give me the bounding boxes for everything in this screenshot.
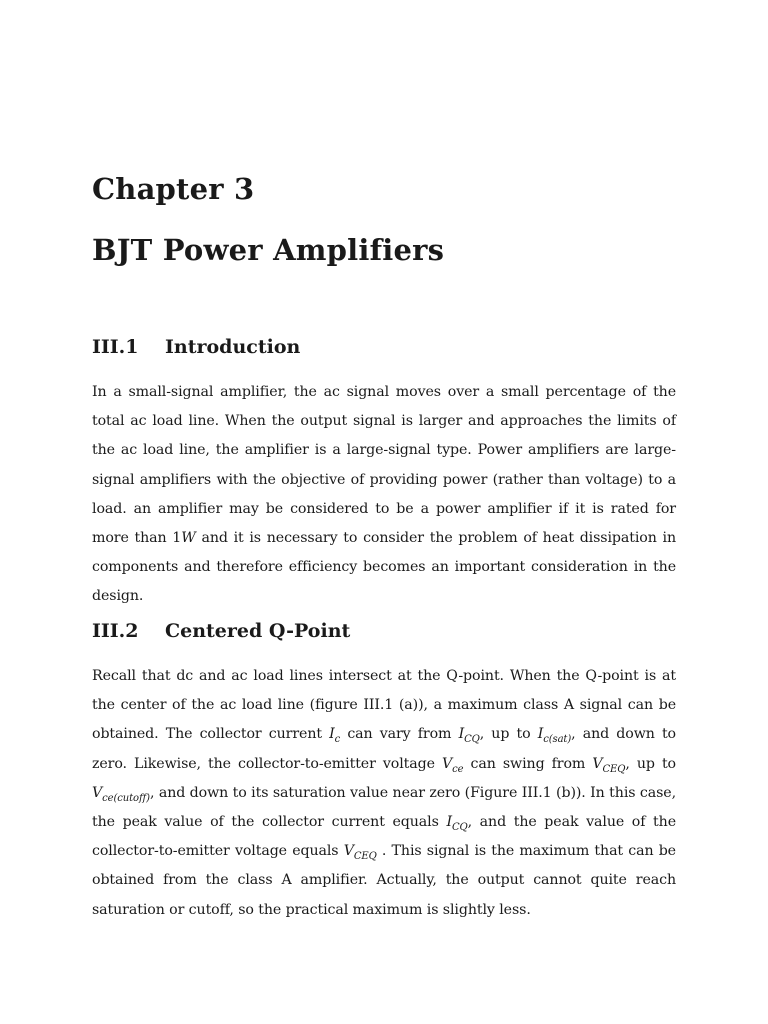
- math-subscript: ce: [452, 763, 464, 775]
- math-symbol: V: [92, 784, 103, 801]
- math-symbol: I: [537, 726, 544, 743]
- section-title: Introduction: [165, 336, 301, 358]
- text-run: and it is necessary to consider the problem of heat dissipation in components and therefore efficiency becomes an important consideration in the design.: [92, 530, 676, 605]
- math-unit-w: W: [181, 530, 196, 547]
- text-run: can vary from: [340, 726, 459, 743]
- text-run: Recall that dc and ac load lines intersect at the Q-point. When the Q-point is at the center of the ac load line (figure III.1 (a)), a maximum class A signal can be obtained. The collector current: [92, 668, 676, 743]
- introduction-paragraph: [92, 378, 676, 612]
- text-run: , and the peak value of the collector-to-emitter voltage equals: [92, 814, 676, 860]
- text-run: can swing from: [463, 755, 593, 772]
- math-ic-sat: [537, 726, 572, 746]
- math-icq: [458, 726, 480, 746]
- text-run: In a small-signal amplifier, the ac signal moves over a small percentage of the total ac load line. When the output signal is larger and approaches the limits of the ac load line, the amplifier is a large-signal type. Power amplifiers are large-signal amplifiers with the objective of providing power (rather than voltage) to a load. an amplifier may be considered to be a power amplifier if it is rated for more than 1: [92, 384, 676, 547]
- math-subscript: CEQ: [353, 851, 377, 863]
- math-subscript: c: [334, 734, 341, 746]
- math-subscript: CQ: [451, 821, 468, 833]
- chapter-label: Chapter 3: [92, 172, 255, 206]
- math-vceq: [343, 843, 377, 863]
- math-subscript: c(sat): [543, 734, 572, 746]
- text-run: , up to: [625, 755, 676, 772]
- chapter-title: BJT Power Amplifiers: [92, 233, 445, 267]
- text-run: , and down to its saturation value near zero (Figure III.1 (b)). In this case, the peak value of the collector current equals: [92, 784, 676, 831]
- math-icq: [446, 814, 468, 833]
- math-symbol: V: [343, 843, 354, 860]
- math-vce-cutoff: [92, 784, 150, 804]
- section-heading-introduction: [92, 336, 300, 358]
- math-ic: [329, 726, 341, 746]
- centered-q-point-paragraph: [92, 662, 676, 925]
- math-symbol: I: [458, 726, 465, 743]
- math-subscript: CEQ: [602, 763, 626, 775]
- math-vceq: [592, 755, 626, 775]
- math-symbol: V: [592, 755, 603, 772]
- text-run: , and down to zero. Likewise, the collector-to-emitter voltage: [92, 726, 676, 772]
- math-symbol: I: [329, 726, 335, 743]
- section-heading-centered-q-point: [92, 620, 350, 642]
- section-number: III.2: [92, 620, 139, 642]
- text-run: , up to: [479, 726, 538, 743]
- math-symbol: V: [441, 755, 453, 772]
- math-vce: [441, 755, 464, 775]
- math-subscript: ce(cutoff): [102, 792, 150, 804]
- math-subscript: CQ: [464, 734, 480, 746]
- section-title: Centered Q-Point: [165, 620, 351, 642]
- text-run: . This signal is the maximum that can be obtained from the class A amplifier. Actually, the output cannot quite reach saturation or cutoff, so the practical maximum is slightly less.: [92, 843, 676, 918]
- section-number: III.1: [92, 336, 139, 358]
- math-symbol: I: [446, 814, 452, 831]
